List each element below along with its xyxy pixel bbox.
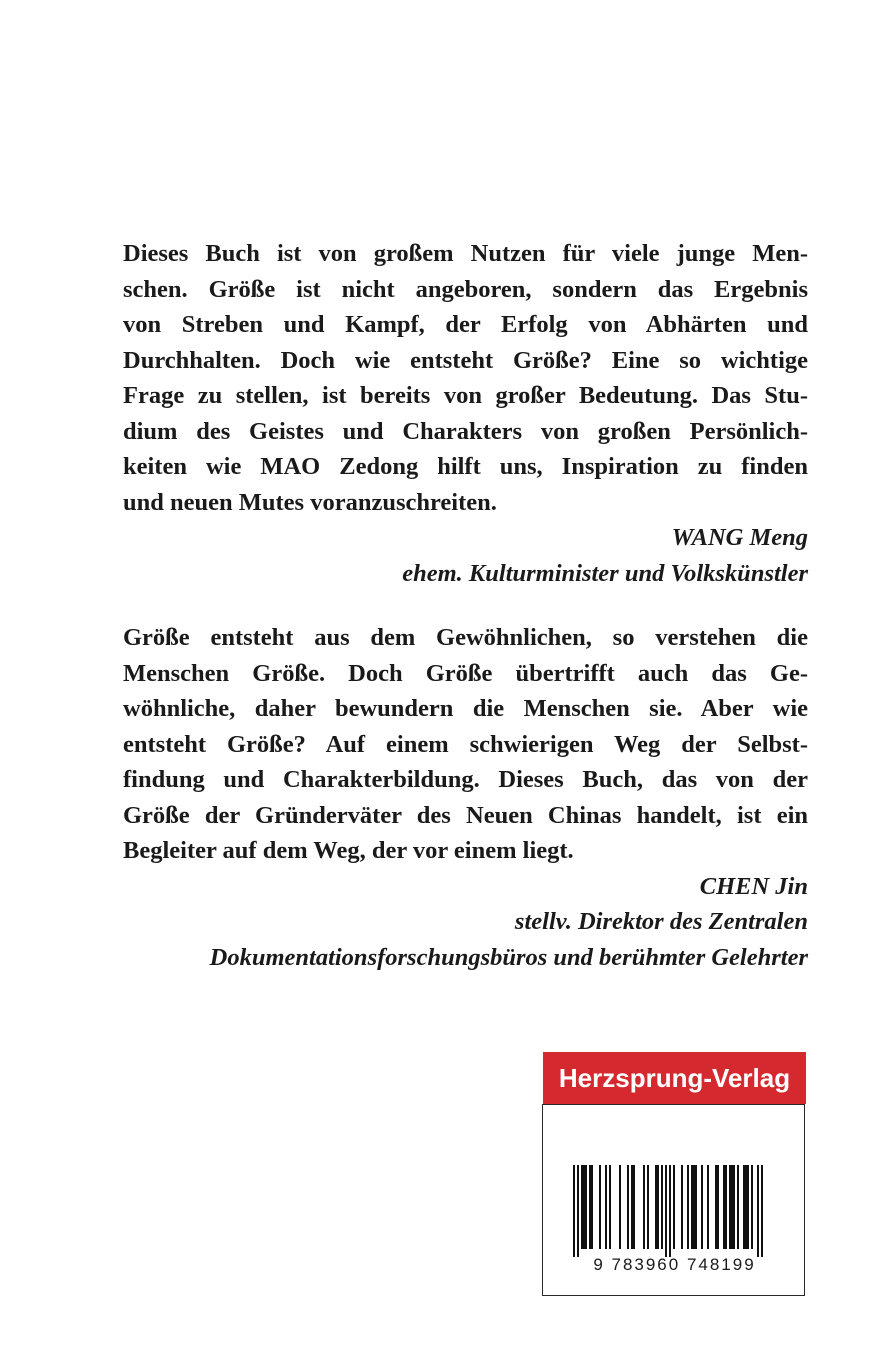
barcode-bar xyxy=(665,1165,667,1257)
quote-line: und neuen Mutes voranzuschreiten. xyxy=(123,488,497,516)
barcode-bar xyxy=(715,1165,717,1249)
barcode-bar xyxy=(743,1165,745,1249)
quote-line: wöhnliche, daher bewundern die Menschen sie. Aber wie xyxy=(123,695,808,722)
barcode-bar xyxy=(577,1165,579,1257)
barcode-bar xyxy=(717,1165,719,1249)
barcode-bar xyxy=(619,1165,621,1249)
quote-author: CHEN Jin xyxy=(699,872,808,900)
barcode-bar xyxy=(747,1165,749,1249)
barcode-number: 9 783960 748199 xyxy=(593,1255,756,1274)
quote-author-role: ehem. Kulturminister und Volkskünstler xyxy=(402,559,808,587)
barcode-bar xyxy=(725,1165,727,1249)
quote-line: Größe entsteht aus dem Gewöhnlichen, so verstehen die xyxy=(123,624,808,651)
quote-line: Frage zu stellen, ist bereits von großer Bedeutung. Das Stu- xyxy=(123,382,808,409)
quote-line: keiten wie MAO Zedong hilft uns, Inspiration zu finden xyxy=(123,453,808,480)
barcode-bar xyxy=(627,1165,629,1249)
quote-line: Dieses Buch ist von großem Nutzen für viele junge Men- xyxy=(123,240,808,267)
barcode-bar xyxy=(737,1165,739,1249)
barcode-bar xyxy=(609,1165,611,1249)
barcode-bar xyxy=(687,1165,689,1249)
barcode-bar xyxy=(701,1165,703,1249)
barcode-bar xyxy=(695,1165,697,1249)
barcode-bar xyxy=(643,1165,645,1249)
barcode-bar xyxy=(647,1165,649,1249)
quote-author: WANG Meng xyxy=(671,524,808,551)
barcode-bar xyxy=(691,1165,693,1249)
barcode-bar xyxy=(581,1165,583,1249)
quote-author-role: Dokumentationsforschungsbüros und berühmter Gelehrter xyxy=(209,943,808,971)
quote-line: entsteht Größe? Auf einem schwierigen Weg der Selbst- xyxy=(123,730,808,758)
barcode-bar xyxy=(591,1165,593,1249)
barcode-bar xyxy=(633,1165,635,1249)
quote-line: Größe der Gründerväter des Neuen Chinas handelt, ist ein xyxy=(123,801,808,829)
quote-line: schen. Größe ist nicht angeboren, sondern das Ergebnis xyxy=(123,275,808,303)
barcode-bar xyxy=(585,1165,587,1249)
barcode-bar xyxy=(589,1165,591,1249)
quote-line: findung und Charakterbildung. Dieses Buch, das von der xyxy=(123,766,808,793)
barcode-bar xyxy=(573,1165,575,1257)
barcode-bar xyxy=(655,1165,657,1249)
barcode-bar xyxy=(673,1165,675,1249)
barcode-bar xyxy=(631,1165,633,1249)
barcode-bar xyxy=(733,1165,735,1249)
barcode-bar xyxy=(681,1165,683,1249)
quote-line: von Streben und Kampf, der Erfolg von Abhärten und xyxy=(123,311,808,338)
barcode-bar xyxy=(657,1165,659,1249)
barcode-bar xyxy=(751,1165,753,1249)
quote-line: Begleiter auf dem Weg, der vor einem liegt. xyxy=(123,837,574,864)
quote-chen-jin xyxy=(123,620,808,975)
barcode-bar xyxy=(723,1165,725,1249)
barcode-bar xyxy=(605,1165,607,1249)
barcode-bar xyxy=(757,1165,759,1257)
barcode-bar xyxy=(761,1165,763,1257)
barcode-bar xyxy=(599,1165,601,1249)
barcode-bar xyxy=(729,1165,731,1249)
isbn-barcode xyxy=(542,1104,805,1296)
quote-wang-meng xyxy=(123,236,808,591)
publisher-logo: Herzsprung-Verlag xyxy=(543,1052,806,1104)
quote-line: Menschen Größe. Doch Größe übertrifft auch das Ge- xyxy=(123,659,808,687)
barcode-bar xyxy=(731,1165,733,1249)
quote-line: Durchhalten. Doch wie entsteht Größe? Eine so wichtige xyxy=(123,346,808,374)
barcode-bar xyxy=(661,1165,663,1249)
quote-line: dium des Geistes und Charakters von großen Persönlich- xyxy=(123,417,808,445)
barcode-bar xyxy=(669,1165,671,1257)
barcode-bar xyxy=(745,1165,747,1249)
barcode-bar xyxy=(707,1165,709,1249)
barcode-bar xyxy=(583,1165,585,1249)
barcode-bar xyxy=(693,1165,695,1249)
quote-author-role: stellv. Direktor des Zentralen xyxy=(514,908,808,935)
